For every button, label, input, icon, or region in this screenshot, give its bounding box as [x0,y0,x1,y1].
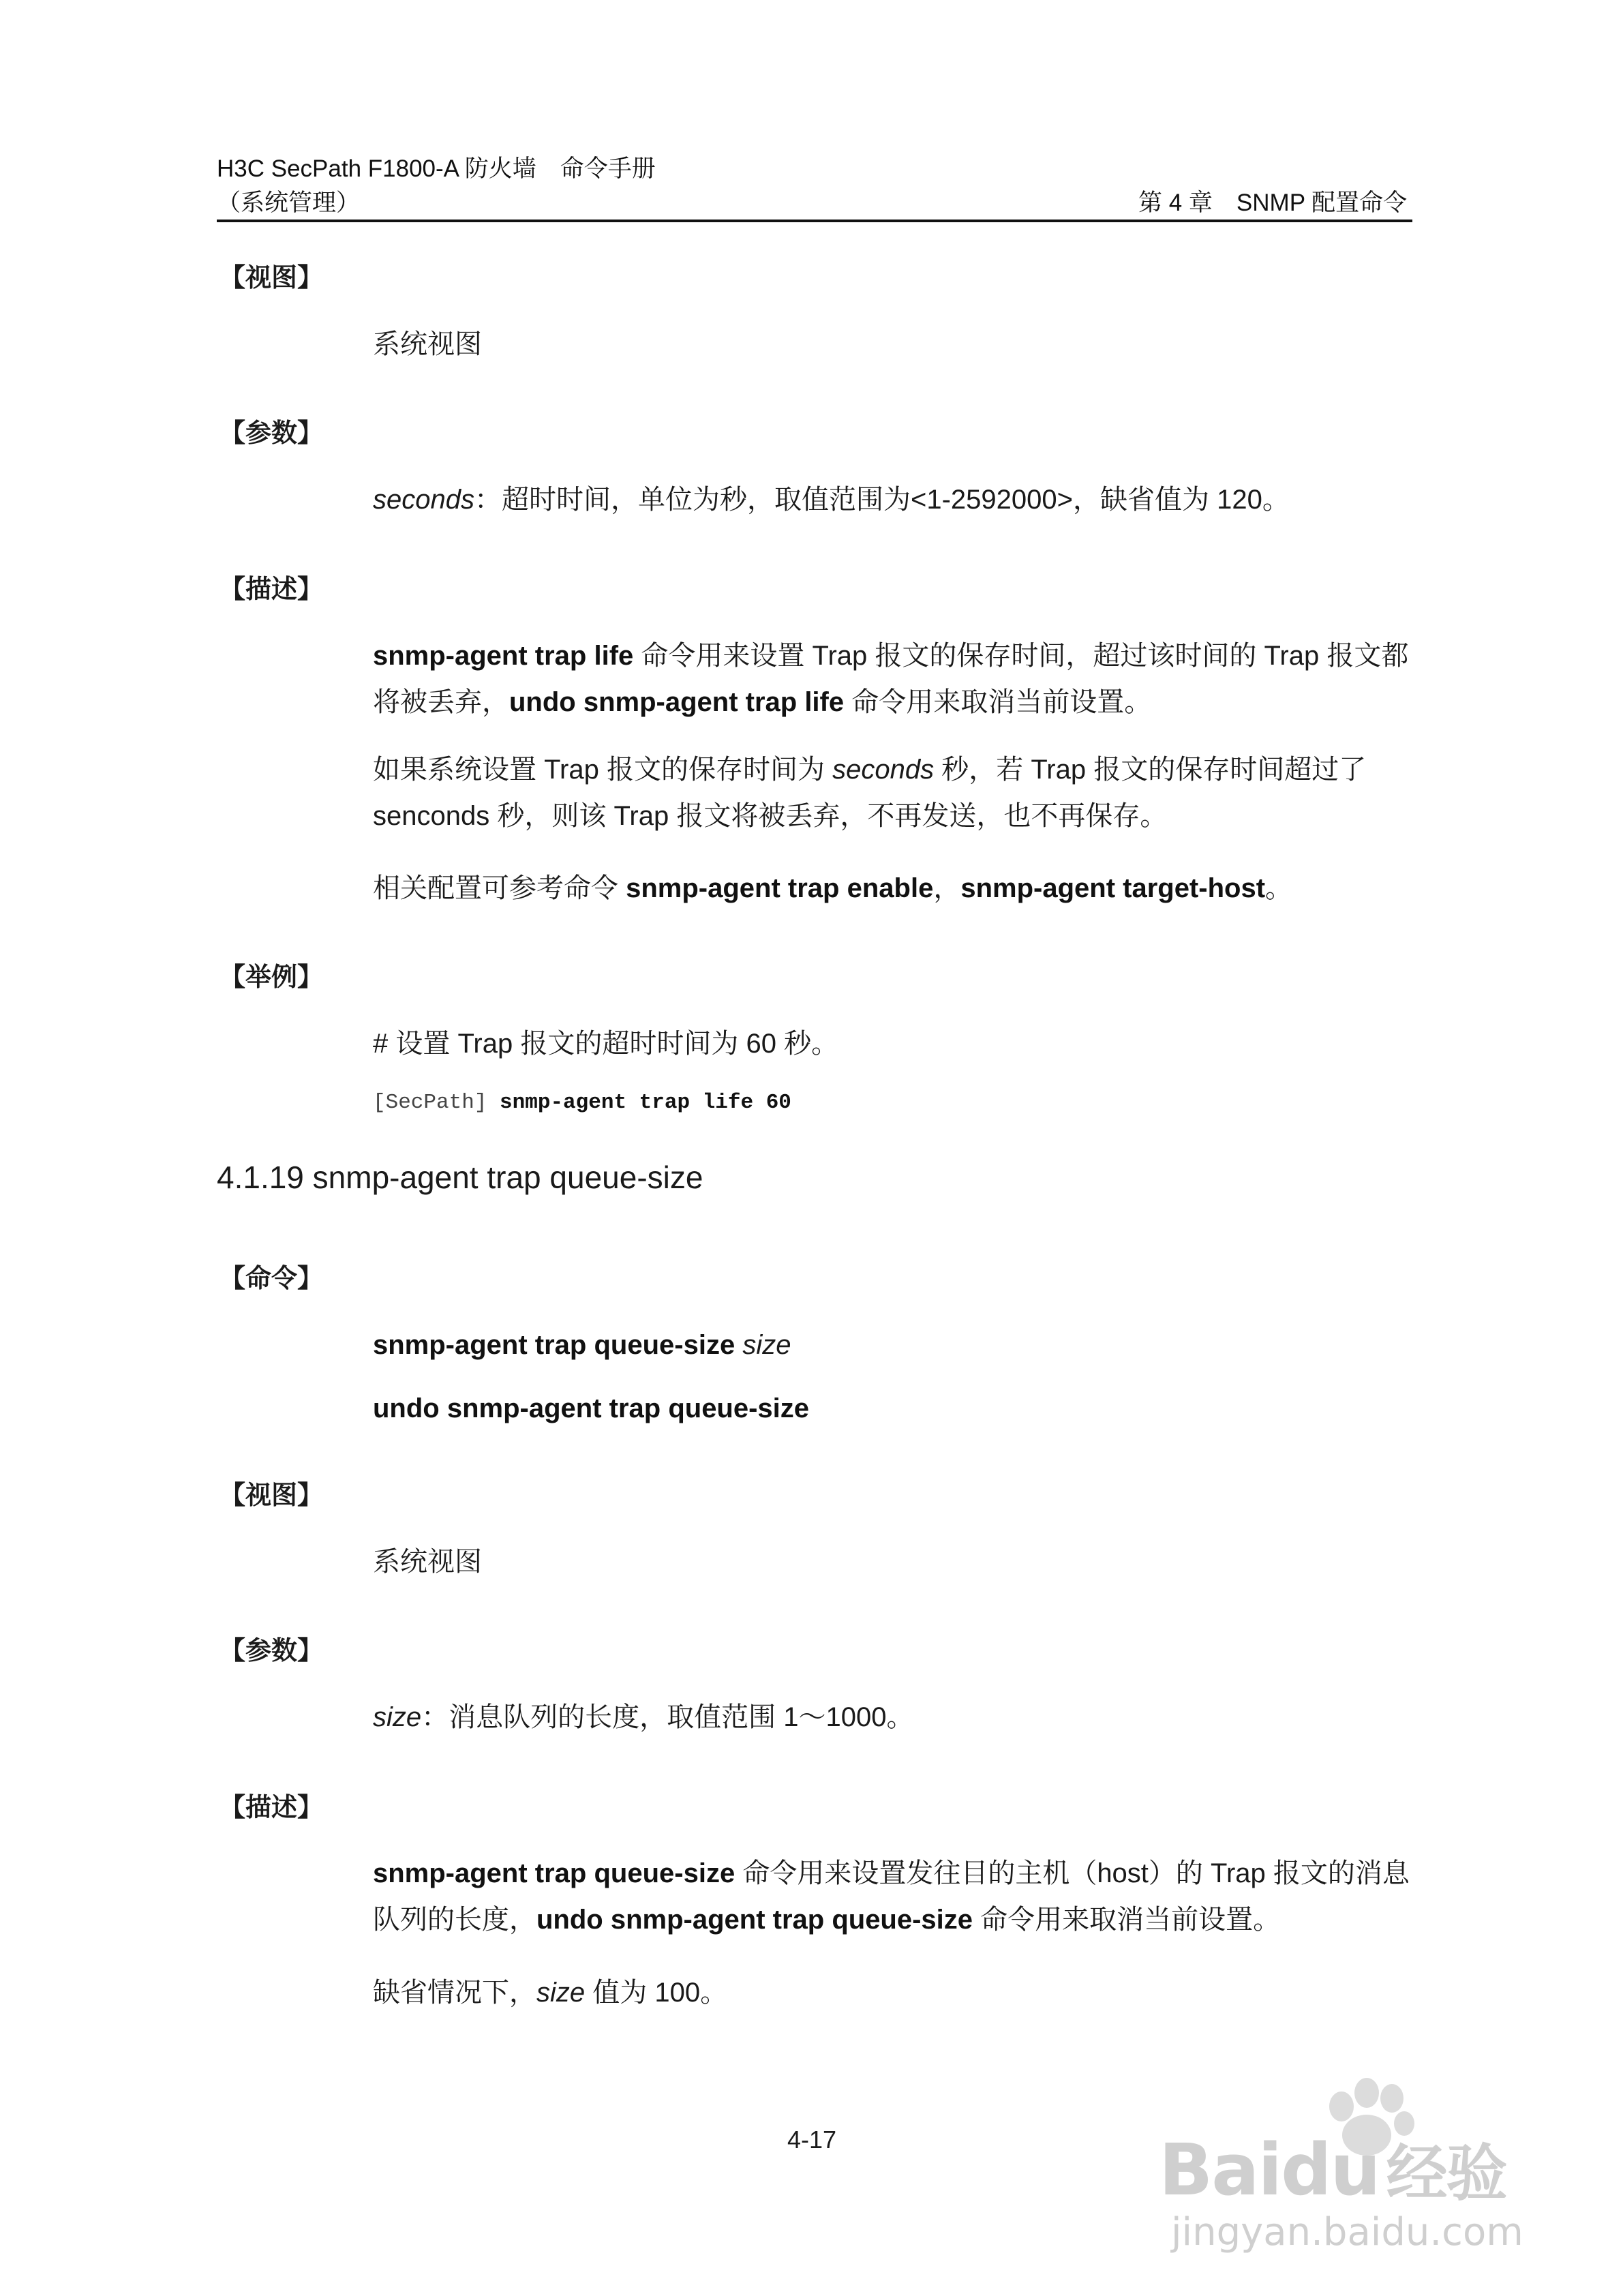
desc2-text-end: 秒，若 Trap 报文的保存时间超过了 senconds 秒，则该 Trap 报文将被丢弃，不再发送，也不再保存。 [373,755,1367,831]
desc-label-2: 【描述】 [219,1794,324,1822]
desc2-p2-end: 值为 100。 [585,1978,728,2008]
desc-undo-cmd: undo snmp-agent trap life [509,687,845,717]
command-syntax: snmp-agent trap queue-size [373,1330,743,1360]
desc2-text: 如果系统设置 Trap 报文的保存时间为 [373,755,833,785]
desc3-end: 。 [1265,873,1293,903]
example-text: # 设置 Trap 报文的超时时间为 60 秒。 [373,1029,839,1059]
desc2-p1-text: 命令用来设置发往目的主机（host）的 Trap 报文的消息队列的长度， [373,1858,1410,1935]
desc-paragraph-1 [373,633,1416,725]
view-text-2: 系统视图 [373,1547,482,1577]
desc-text-end: 命令用来取消当前设置。 [844,687,1152,717]
param-label-2: 【参数】 [219,1637,324,1665]
section-heading: 4.1.19 snmp-agent trap queue-size [217,1160,703,1195]
command-line-2 [373,1393,809,1424]
header-rule [217,220,1412,222]
desc2-p1-end: 命令用来取消当前设置。 [973,1905,1281,1935]
example-label: 【举例】 [219,963,324,992]
desc-label: 【描述】 [219,575,324,604]
watermark-cn: 经验 [1386,2138,1506,2209]
param-line-2 [373,1702,913,1733]
view-label-2: 【视图】 [219,1481,324,1510]
code-prompt: [SecPath] [373,1091,500,1115]
desc2-paragraph-1 [373,1850,1416,1943]
desc3-sep: ， [933,873,961,903]
desc2-p2-var: size [536,1978,586,2008]
command-label: 【命令】 [219,1265,324,1293]
ref-cmd-1: snmp-agent trap enable [626,873,934,903]
baidu-watermark [1159,2059,1568,2263]
desc2-cmd: snmp-agent trap queue-size [373,1858,735,1888]
param-desc: ：超时时间，单位为秒，取值范围为<1-2592000>，缺省值为 120。 [474,485,1290,515]
desc-text: 命令用来设置 Trap 报文的保存时间，超过该时间的 Trap 报文都将被丢弃， [373,641,1409,717]
desc2-paragraph-2 [373,1977,727,2008]
command-var: size [742,1330,791,1360]
desc2-var: seconds [832,755,935,785]
command-undo-syntax: undo snmp-agent trap queue-size [373,1393,810,1423]
watermark-brand2: du [1281,2128,1380,2211]
watermark-brand: Bai [1159,2128,1281,2211]
desc-paragraph-3 [373,873,1292,904]
code-cmd: snmp-agent trap life 60 [500,1091,791,1115]
desc2-undo-cmd: undo snmp-agent trap queue-size [536,1905,973,1935]
desc-paragraph-2 [373,746,1416,839]
view-label: 【视图】 [219,264,324,292]
param-label: 【参数】 [219,419,324,448]
command-line-1 [373,1329,791,1361]
view-text: 系统视图 [373,329,482,359]
param-line [373,484,1290,515]
header-title: H3C SecPath F1800-A 防火墙 命令手册 [217,155,656,182]
param-desc-2: ：消息队列的长度，取值范围 1～1000。 [421,1702,914,1732]
desc3-text: 相关配置可参考命令 [373,873,626,903]
header-chapter: 第 4 章 SNMP 配置命令 [1138,190,1408,216]
param-name: seconds [373,485,474,515]
desc-cmd: snmp-agent trap life [373,641,634,671]
example-code [373,1091,791,1115]
page-number: 4-17 [787,2126,837,2154]
desc2-p2-text: 缺省情况下， [373,1978,536,2008]
watermark-url: jingyan.baidu.com [1171,2210,1523,2254]
param-name-2: size [373,1702,422,1732]
header-subtitle: （系统管理） [217,190,361,216]
ref-cmd-2: snmp-agent target-host [960,873,1266,903]
